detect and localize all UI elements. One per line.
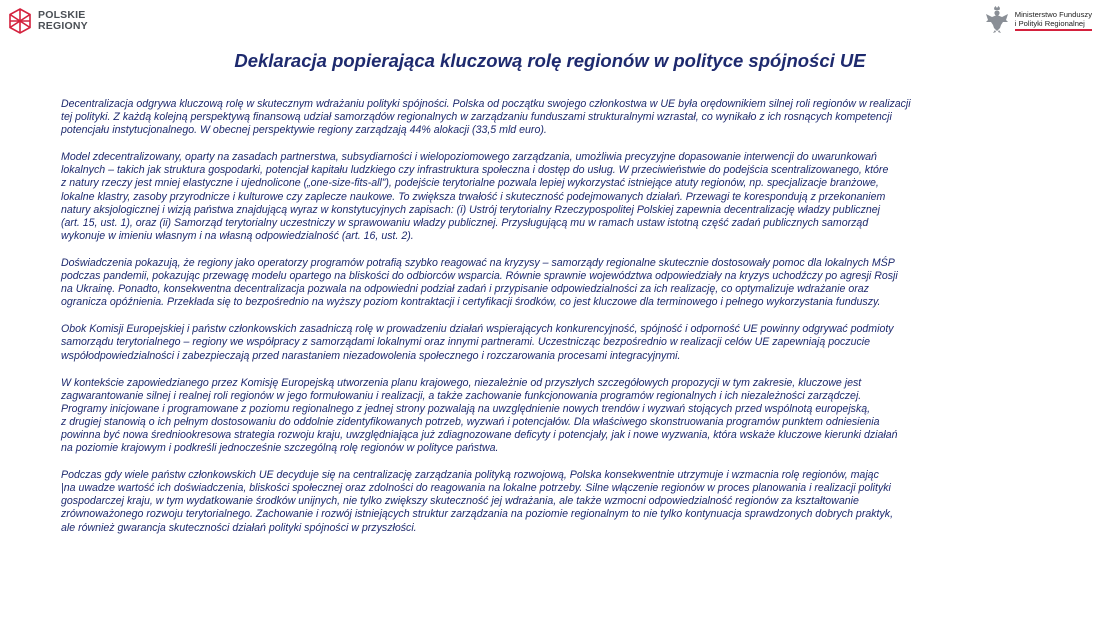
polskie-regiony-wordmark <box>38 10 88 32</box>
paragraph-line: ogranicza opóźnienia. Przekłada się to bezpośrednio na wyższy poziom kontraktacji i certyfikacji środków, co jest kluczowe dla terminowego i pełnego wykorzystania funduszy. <box>61 296 881 309</box>
paragraph-line: zagwarantowanie silnej i realnej roli regionów w jego formułowaniu i realizacji, a także zachowanie funkcjonowania programów regionalnych i ich niezależności zarządczej. <box>61 389 862 402</box>
paragraph-line: powinna być nowa średniookresowa strategia rozwoju kraju, uwzględniająca już zdiagnozowane deficyty i potencjały, jak i nowe wyzwania, która wskaże kluczowe kierunki działań <box>61 428 898 441</box>
paragraph <box>61 151 1043 243</box>
paragraph-line: ale również gwarancja skuteczności działań polityki spójności w przyszłości. <box>61 521 417 534</box>
polish-eagle-emblem-icon <box>985 6 1009 34</box>
ministry-name-line2: i Polityki Regionalnej <box>1014 18 1085 28</box>
paragraph <box>61 377 1043 456</box>
paragraph-line: na poziomie krajowym i podkreśli jednocześnie szczególną rolę regionów w polityce państwa. <box>61 442 499 455</box>
paragraph-line: Programy inicjowane i programowane z poziomu regionalnego z jednej strony pozwalają na uwzględnienie nowych trendów i wyzwań stojących przed wspólnotą europejską, <box>61 402 871 415</box>
paragraph-line: podczas pandemii, pokazując przewagę modelu opartego na bliskości do odbiorców wsparcia. Równie sprawnie województwa odpowiedziały na kryzys uchodźczy po agresji Rosji <box>61 270 898 283</box>
paragraph-line: wykonuje w imieniu własnym i na własną odpowiedzialność (art. 16, ust. 2). <box>61 229 414 242</box>
paragraph-line: potencjału instytucjonalnego. W obecnej perspektywie regiony zarządzają 44% alokacji (33,5 mld euro). <box>61 124 547 137</box>
paragraph-line: |na uwadze wartość ich doświadczenia, bliskości społecznej oraz zdolności do reagowania na lokalne potrzeby. Silne włączenie regionów w proces planowania i realizacji polityki <box>61 482 891 495</box>
polskie-regiony-logo <box>8 8 88 34</box>
paragraph-line: Doświadczenia pokazują, że regiony jako operatorzy programów potrafią szybko reagować na kryzysy – samorządy regionalne skutecznie dostosowały pomoc dla lokalnych MŚP <box>61 256 895 269</box>
paragraph-line: Model zdecentralizowany, oparty na zasadach partnerstwa, subsydiarności i wielopoziomowego zarządzania, umożliwia precyzyjne dopasowanie interwencji do uwarunkowań <box>61 151 877 164</box>
paragraph-line: zrównoważonego rozwoju terytorialnego. Zachowanie i rozwój istniejących struktur zarządzania na poziomie regionalnym to nie tylko kontynuacja sprawdzonych dobrych praktyk, <box>61 508 894 521</box>
paragraph-line: lokalnych – takich jak struktura gospodarki, potencjał kapitału ludzkiego czy infrastruktura społeczna i dostęp do usług. W przeciwieństwie do podejścia scentralizowanego, które <box>61 164 889 177</box>
paragraph-line: samorządu terytorialnego – regiony we współpracy z samorządami lokalnymi oraz innymi partnerami. Uczestnicząc bezpośrednio w realizacji celów UE zapewniają poczucie <box>61 336 871 349</box>
paragraph-line: (art. 15, ust. 1), oraz (ii) Samorząd terytorialny uczestniczy w sprawowaniu władzy publicznej. Przysługującą mu w ramach ustaw istotną część zadań publicznych samorząd <box>61 216 869 229</box>
declaration-body <box>61 98 1043 549</box>
logo-left-line1: POLSKIE <box>38 9 86 21</box>
paragraph-line: z drugiej stanowią o ich pełnym dostosowaniu do oddolnie zidentyfikowanych potrzeb, wyzwań i potencjałów. Dla właściwego skonstruowania programów punktem odniesienia <box>61 415 880 428</box>
page-title: Deklaracja popierająca kluczową rolę regionów w polityce spójności UE <box>234 50 866 71</box>
ministry-accent-bar <box>1015 29 1092 31</box>
paragraph-line: tej polityki. Z każdą kolejną perspektywą finansową udział samorządów regionalnych w zarządzaniu funduszami strukturalnymi wzrastał, co wynikało z ich rosnących kompetencji <box>61 111 892 124</box>
paragraph <box>61 469 1043 534</box>
paragraph <box>61 98 1043 137</box>
polskie-regiony-emblem-icon <box>8 8 32 34</box>
ministry-name <box>1015 10 1092 31</box>
paragraph <box>61 257 1043 309</box>
logo-left-line2: REGIONY <box>38 20 88 32</box>
paragraph-line: gospodarczej kraju, w tym wydatkowanie środków unijnych, nie tylko zwiększy skuteczność jej wdrażania, ale także wzmocni odpowiedzialność regionów za kształtowanie <box>61 495 859 508</box>
paragraph-line: W kontekście zapowiedzianego przez Komisję Europejską utworzenia planu krajowego, niezależnie od przyszłych szczegółowych propozycji w tym zakresie, kluczowe jest <box>61 376 862 389</box>
ministry-logo <box>985 6 1092 34</box>
ministry-name-line1: Ministerstwo Funduszy <box>1014 9 1092 19</box>
paragraph-line: na Ukrainę. Ponadto, konsekwentna decentralizacja pozwala na odpowiedni podział zadań i przypisanie odpowiedzialności za ich realizację, co optymalizuje wdrażanie oraz <box>61 283 869 296</box>
paragraph <box>61 323 1043 362</box>
paragraph-line: lokalne klastry, zasoby przyrodnicze i kulturowe czy zaplecze naukowe. To zwiększa trwałość i skuteczność podejmowanych działań. Przewagi te korespondują z przekonaniem <box>61 190 886 203</box>
paragraph-line: z natury rzeczy jest mniej elastyczne i ujednolicone („one-size-fits-all”), podejście terytorialne pozwala lepiej wykorzystać istniejące atuty regionów, np. specjalizacje branżowe, <box>61 177 879 190</box>
paragraph-line: natury aksjologicznej i wizją państwa znajdującą wyraz w konstytucyjnych zapisach: (i) Ustrój terytorialny Rzeczypospolitej Polskiej zapewnia decentralizację władzy publicznej <box>61 203 881 216</box>
paragraph-line: Podczas gdy wiele państw członkowskich UE decyduje się na centralizację zarządzania polityką rozwojową, Polska konsekwentnie utrzymuje i wzmacnia rolę regionów, mając <box>61 469 879 482</box>
paragraph-line: Obok Komisji Europejskiej i państw członkowskich zasadniczą rolę w prowadzeniu działań wspierających konkurencyjność, spójność i odporność UE powinny odgrywać podmioty <box>61 323 894 336</box>
paragraph-line: Decentralizacja odgrywa kluczową rolę w skutecznym wdrażaniu polityki spójności. Polska od początku swojego członkostwa w UE była orędownikiem silnej roli regionów w realizacji <box>61 98 911 110</box>
paragraph-line: współodpowiedzialności i zabezpieczają przed narastaniem niezadowolenia społecznego i rozczarowania procesami integracyjnymi. <box>61 349 681 362</box>
